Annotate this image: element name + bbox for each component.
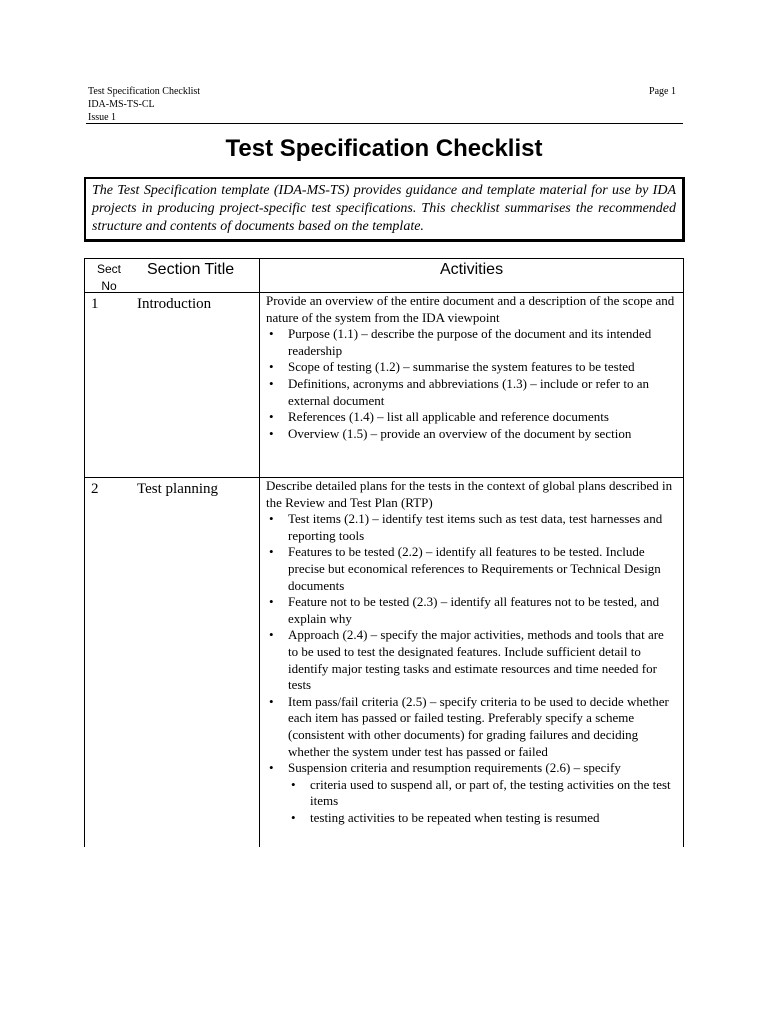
column-header-no: No xyxy=(101,279,117,293)
checklist-table xyxy=(84,258,684,847)
column-header-activities: Activities xyxy=(439,261,504,278)
list-item: • Features to be tested (2.2) – identify all features to be tested. Include precise but economical references to Requirements or Technical Design documents xyxy=(266,544,676,594)
column-header-section-title: Section Title xyxy=(147,261,235,278)
sub-list-item: • criteria used to suspend all, or part of, the testing activities on the test items xyxy=(288,777,676,810)
activities-lead: Provide an overview of the entire document and a description of the scope and nature of the system from the IDA viewpoint xyxy=(266,293,675,325)
activities-lead: Describe detailed plans for the tests in the context of global plans described in the Review and Test Plan (RTP) xyxy=(266,478,673,510)
section-number: 2 xyxy=(91,481,99,497)
header-page-number: Page 1 xyxy=(649,86,676,97)
activities-sublist xyxy=(288,777,676,827)
header-doc-info xyxy=(88,85,200,124)
section-number: 1 xyxy=(91,296,99,312)
section-title: Test planning xyxy=(137,481,219,497)
section-title: Introduction xyxy=(137,296,212,312)
list-item: • Purpose (1.1) – describe the purpose of the document and its intended readership xyxy=(266,326,676,359)
header-doc-id: IDA-MS-TS-CL xyxy=(88,99,155,110)
list-item: • Scope of testing (1.2) – summarise the system features to be tested xyxy=(266,359,676,376)
column-header-sect-no xyxy=(91,261,127,295)
list-item: • Overview (1.5) – provide an overview of the document by section xyxy=(266,426,676,443)
activities-cell xyxy=(266,293,676,442)
list-item: • Definitions, acronyms and abbreviations (1.3) – include or refer to an external document xyxy=(266,376,676,409)
document-title: Test Specification Checklist xyxy=(225,135,543,162)
header-divider xyxy=(86,123,683,124)
column-header-sect: Sect xyxy=(96,262,121,276)
column-divider xyxy=(259,259,260,847)
activities-cell xyxy=(266,478,676,826)
activities-list xyxy=(266,326,676,442)
header-doc-title: Test Specification Checklist xyxy=(88,86,201,97)
header-issue: Issue 1 xyxy=(88,112,117,123)
activities-list xyxy=(266,511,676,777)
list-item: • Approach (2.4) – specify the major activities, methods and tools that are to be used to test the designated features. Include sufficient detail to identify major testing tasks and estimate resources and time needed for tests xyxy=(266,627,676,693)
sub-list-item: • testing activities to be repeated when testing is resumed xyxy=(288,810,676,827)
list-item: • References (1.4) – list all applicable and reference documents xyxy=(266,409,676,426)
intro-text: The Test Specification template (IDA-MS-TS) provides guidance and template material for use by IDA projects in producing project-specific test specifications. This checklist summarises the recommended structure and contents of documents based on the template. xyxy=(92,183,676,234)
list-item: • Feature not to be tested (2.3) – identify all features not to be tested, and explain why xyxy=(266,594,676,627)
list-item: • Item pass/fail criteria (2.5) – specify criteria to be used to decide whether each item has passed or failed testing. Preferably specify a scheme (consistent with other documents) for grading failures and deciding whether the system under test has passed or failed xyxy=(266,694,676,760)
list-item: • Test items (2.1) – identify test items such as test data, test harnesses and reporting tools xyxy=(266,511,676,544)
intro-box xyxy=(84,177,685,242)
list-item: • Suspension criteria and resumption requirements (2.6) – specify xyxy=(266,760,676,777)
